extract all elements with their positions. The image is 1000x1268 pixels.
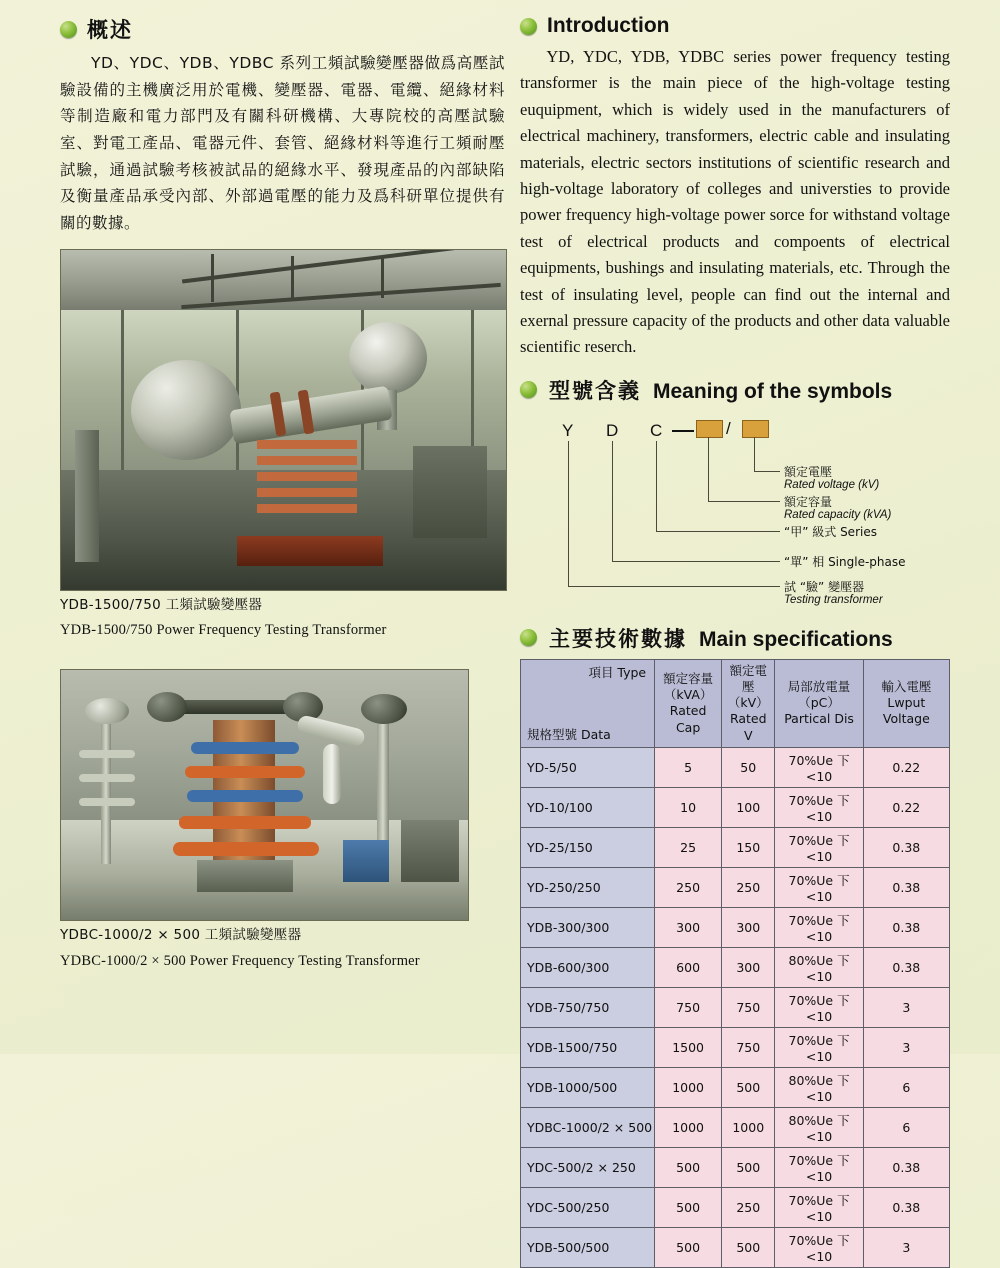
cell-partial-discharge: 70%Ue 下 <10	[775, 787, 863, 827]
leader-line	[708, 501, 780, 502]
introduction-paragraph: YD, YDC, YDB, YDBC series power frequency testing transformer is the main piece of the high-voltage testing euquipment, which is widely used in the manufacturers of electrical machinery, transformers, electric cable and insulating materials, electric sectors institutions of scientific research and high-voltage laboratory of colleges and universties to provide power frequency high-voltage power sorce for withstand voltage test of electrical products and compoents of electrical equipments, bushings and insulating materials, etc. Through the test of insulating level, people can find out the internal and exernal pressure capacity of the products and other data valuable scientific reserch.	[520, 47, 950, 357]
cell-capacity: 25	[655, 827, 722, 867]
leader-line	[754, 437, 755, 471]
cell-capacity: 5	[655, 747, 722, 787]
leader-line	[708, 437, 709, 501]
table-header-row	[521, 659, 950, 747]
symbol-label-rated-voltage-cn: 額定電壓	[784, 464, 833, 479]
cell-voltage: 500	[722, 1147, 775, 1187]
symbols-title-en: Meaning of the symbols	[653, 379, 893, 403]
table-row	[521, 1227, 950, 1267]
cell-voltage: 300	[722, 907, 775, 947]
photo2-caption-en: YDBC-1000/2 × 500 Power Frequency Testing Transformer	[60, 952, 420, 969]
table-row	[521, 947, 950, 987]
cell-input-voltage: 0.38	[863, 947, 949, 987]
header-partial-discharge-en: Partical Dis	[784, 711, 854, 727]
cell-voltage: 300	[722, 947, 775, 987]
cell-input-voltage: 6	[863, 1067, 949, 1107]
cell-voltage: 500	[722, 1227, 775, 1267]
header-partial-discharge	[775, 659, 863, 747]
cell-capacity: 1000	[655, 1107, 722, 1147]
header-input-voltage	[863, 659, 949, 747]
photo-right-column	[377, 724, 389, 844]
symbol-label-testing-transformer-en: Testing transformer	[784, 593, 883, 606]
header-partial-discharge-unit: （pC）	[798, 695, 840, 711]
symbol-voltage-box	[742, 420, 769, 438]
cell-voltage: 250	[722, 1187, 775, 1227]
photo-ring-blue	[187, 790, 303, 802]
photo-right-sphere	[361, 694, 407, 724]
header-rated-voltage-unit: （kV）	[727, 695, 769, 711]
cell-voltage: 50	[722, 747, 775, 787]
bullet-icon	[520, 629, 537, 646]
photo-sphere-big-left	[131, 360, 241, 460]
header-rated-voltage-cn: 額定電壓	[729, 662, 767, 694]
photo-truss-beam	[291, 256, 294, 300]
leader-line	[656, 441, 657, 531]
cell-model: YDC-500/250	[521, 1187, 655, 1227]
cell-voltage: 1000	[722, 1107, 775, 1147]
bullet-icon	[60, 21, 77, 38]
table-row	[521, 1107, 950, 1147]
header-input-voltage-cn: 輸入電壓	[881, 678, 932, 694]
cell-capacity: 500	[655, 1187, 722, 1227]
cell-partial-discharge: 80%Ue 下 <10	[775, 1107, 863, 1147]
photo-ring-orange	[173, 842, 319, 856]
photo-insulator-stack	[257, 488, 357, 497]
cell-input-voltage: 3	[863, 1027, 949, 1067]
left-column	[60, 0, 505, 972]
symbol-label-rated-capacity-en: Rated capacity (kVA)	[784, 508, 892, 521]
photo-side-cabinet	[413, 446, 487, 538]
symbols-title-cn: 型號含義	[549, 378, 641, 403]
cell-capacity: 300	[655, 907, 722, 947]
photo-window-mullion	[121, 310, 124, 470]
photo-column-left	[101, 724, 111, 864]
symbol-label-testing-transformer-cn: 試 “驗” 變壓器	[784, 579, 865, 594]
photo-sphere-electrode-top	[349, 322, 427, 394]
header-data-label: 規格型號 Data	[527, 726, 611, 742]
cell-partial-discharge: 70%Ue 下 <10	[775, 987, 863, 1027]
table-row	[521, 827, 950, 867]
symbol-capacity-box	[696, 420, 723, 438]
cell-model: YDB-1500/750	[521, 1027, 655, 1067]
symbol-label-series: “甲” 級式 Series	[784, 524, 877, 539]
cell-model: YDBC-1000/2 × 500	[521, 1107, 655, 1147]
cell-model: YDC-500/2 × 250	[521, 1147, 655, 1187]
photo-side-column	[75, 430, 99, 562]
cell-partial-discharge: 70%Ue 下 <10	[775, 1227, 863, 1267]
symbol-letter-y: Y	[562, 420, 574, 440]
symbol-slash: /	[726, 418, 731, 438]
overview-paragraph: YD、YDC、YDB、YDBC 系列工頻試驗變壓器做爲高壓試驗設備的主機廣泛用於電機、變壓器、電器、電纜、絕緣材料等制造廠和電力部門及有關科研機構、大專院校的高壓試驗室、對電工產品、電器元件、套管、絕緣材料等進行工頻耐壓試驗，通過試驗考核被試品的絕緣水平、發現產品的內部缺陷及衡量產品承受內部、外部過電壓的能力及爲科研單位提供有關的數據。	[60, 54, 505, 232]
header-corner	[521, 659, 655, 747]
header-type-label: 項目 Type	[588, 664, 647, 680]
cell-input-voltage: 3	[863, 987, 949, 1027]
bullet-icon	[520, 18, 537, 35]
table-row	[521, 987, 950, 1027]
photo2-caption-cn: YDBC-1000/2 × 500 工頻試驗變壓器	[60, 927, 302, 944]
header-rated-capacity-unit: （kVA）	[663, 687, 713, 703]
header-rated-voltage	[722, 659, 775, 747]
cell-input-voltage: 0.22	[863, 787, 949, 827]
cell-capacity: 1500	[655, 1027, 722, 1067]
photo-disc	[79, 750, 135, 758]
cell-partial-discharge: 70%Ue 下 <10	[775, 827, 863, 867]
right-column	[520, 0, 950, 1268]
cell-partial-discharge: 80%Ue 下 <10	[775, 1067, 863, 1107]
cell-model: YDB-750/750	[521, 987, 655, 1027]
table-row	[521, 787, 950, 827]
symbol-letter-d: D	[606, 420, 619, 440]
cell-partial-discharge: 70%Ue 下 <10	[775, 907, 863, 947]
cell-input-voltage: 0.38	[863, 907, 949, 947]
cell-partial-discharge: 70%Ue 下 <10	[775, 1187, 863, 1227]
cell-voltage: 750	[722, 987, 775, 1027]
cell-input-voltage: 0.38	[863, 827, 949, 867]
photo-insulator-stack	[257, 440, 357, 449]
photo-blue-cabinet	[343, 840, 389, 882]
cell-model: YD-5/50	[521, 747, 655, 787]
cell-capacity: 500	[655, 1147, 722, 1187]
table-row	[521, 907, 950, 947]
symbol-dash	[672, 430, 694, 432]
cell-voltage: 100	[722, 787, 775, 827]
table-row	[521, 1147, 950, 1187]
cell-model: YDB-1000/500	[521, 1067, 655, 1107]
symbol-label-single-phase: “單” 相 Single-phase	[784, 554, 906, 569]
cell-voltage: 150	[722, 827, 775, 867]
specifications-table	[520, 659, 950, 1268]
cell-capacity: 500	[655, 1227, 722, 1267]
introduction-title: Introduction	[547, 14, 670, 37]
symbol-meaning-diagram	[520, 411, 950, 621]
leader-line	[568, 586, 780, 587]
photo1-caption-cn: YDB-1500/750 工頻試驗變壓器	[60, 596, 263, 613]
photo-ring-orange	[185, 766, 305, 778]
photo-disc	[79, 798, 135, 806]
transformer-photo-2	[60, 669, 469, 921]
photo-base-plinth	[237, 536, 383, 566]
cell-partial-discharge: 70%Ue 下 <10	[775, 867, 863, 907]
leader-line	[568, 441, 569, 586]
cell-partial-discharge: 70%Ue 下 <10	[775, 1027, 863, 1067]
photo1-caption-en: YDB-1500/750 Power Frequency Testing Transformer	[60, 622, 387, 639]
cell-input-voltage: 3	[863, 1227, 949, 1267]
cell-input-voltage: 0.22	[863, 747, 949, 787]
table-row	[521, 1067, 950, 1107]
table-row	[521, 747, 950, 787]
leader-line	[612, 441, 613, 561]
overview-title: 概述	[87, 18, 133, 42]
cell-input-voltage: 0.38	[863, 1187, 949, 1227]
photo-ring-orange	[179, 816, 311, 829]
cell-model: YDB-500/500	[521, 1227, 655, 1267]
photo-bent-tube	[323, 744, 341, 804]
leader-line	[754, 471, 780, 472]
cell-voltage: 500	[722, 1067, 775, 1107]
specs-title-cn: 主要技術數據	[549, 626, 687, 651]
cell-model: YDB-300/300	[521, 907, 655, 947]
cell-partial-discharge: 80%Ue 下 <10	[775, 947, 863, 987]
cell-model: YD-250/250	[521, 867, 655, 907]
cell-capacity: 10	[655, 787, 722, 827]
header-rated-capacity-en: Rated Cap	[669, 703, 707, 735]
cell-input-voltage: 0.38	[863, 1147, 949, 1187]
photo-ring-blue	[191, 742, 299, 754]
table-body	[521, 747, 950, 1267]
header-rated-voltage-en: Rated V	[729, 711, 767, 743]
header-rated-capacity-cn: 額定容量	[663, 670, 714, 686]
introduction-heading	[520, 14, 950, 38]
table-row	[521, 1187, 950, 1227]
cell-model: YDB-600/300	[521, 947, 655, 987]
header-input-voltage-en: Lwput Voltage	[882, 695, 930, 727]
photo-disc	[79, 774, 135, 782]
photo-insulator-stack	[257, 472, 357, 481]
bullet-icon	[520, 381, 537, 398]
photo-truss-beam	[211, 254, 214, 302]
photo-right-cabinet	[401, 820, 459, 882]
cell-capacity: 600	[655, 947, 722, 987]
leader-line	[656, 531, 780, 532]
transformer-photo-1	[60, 249, 507, 591]
photo-insulator-stack	[257, 504, 357, 513]
specs-heading	[520, 623, 950, 653]
specs-title-en: Main specifications	[699, 627, 893, 651]
cell-model: YD-25/150	[521, 827, 655, 867]
cell-capacity: 1000	[655, 1067, 722, 1107]
photo-base-block	[197, 860, 293, 892]
cell-capacity: 750	[655, 987, 722, 1027]
table-row	[521, 867, 950, 907]
symbols-heading	[520, 375, 950, 405]
cell-model: YD-10/100	[521, 787, 655, 827]
photo-truss-beam	[381, 258, 384, 298]
cell-input-voltage: 0.38	[863, 867, 949, 907]
overview-heading	[60, 14, 505, 44]
header-partial-discharge-cn: 局部放電量	[787, 678, 851, 694]
cell-input-voltage: 6	[863, 1107, 949, 1147]
cell-partial-discharge: 70%Ue 下 <10	[775, 747, 863, 787]
symbol-label-rated-voltage-en: Rated voltage (kV)	[784, 478, 880, 491]
photo-insulator-stack	[257, 456, 357, 465]
header-rated-capacity	[655, 659, 722, 747]
table-row	[521, 1027, 950, 1067]
leader-line	[612, 561, 780, 562]
cell-voltage: 750	[722, 1027, 775, 1067]
photo-sphere-left	[85, 698, 129, 724]
photo-sphere-center-left	[147, 692, 187, 722]
cell-voltage: 250	[722, 867, 775, 907]
symbol-letter-c: C	[650, 420, 663, 440]
cell-capacity: 250	[655, 867, 722, 907]
symbol-label-rated-capacity-cn: 額定容量	[784, 494, 833, 509]
cell-partial-discharge: 70%Ue 下 <10	[775, 1147, 863, 1187]
table-head	[521, 659, 950, 747]
